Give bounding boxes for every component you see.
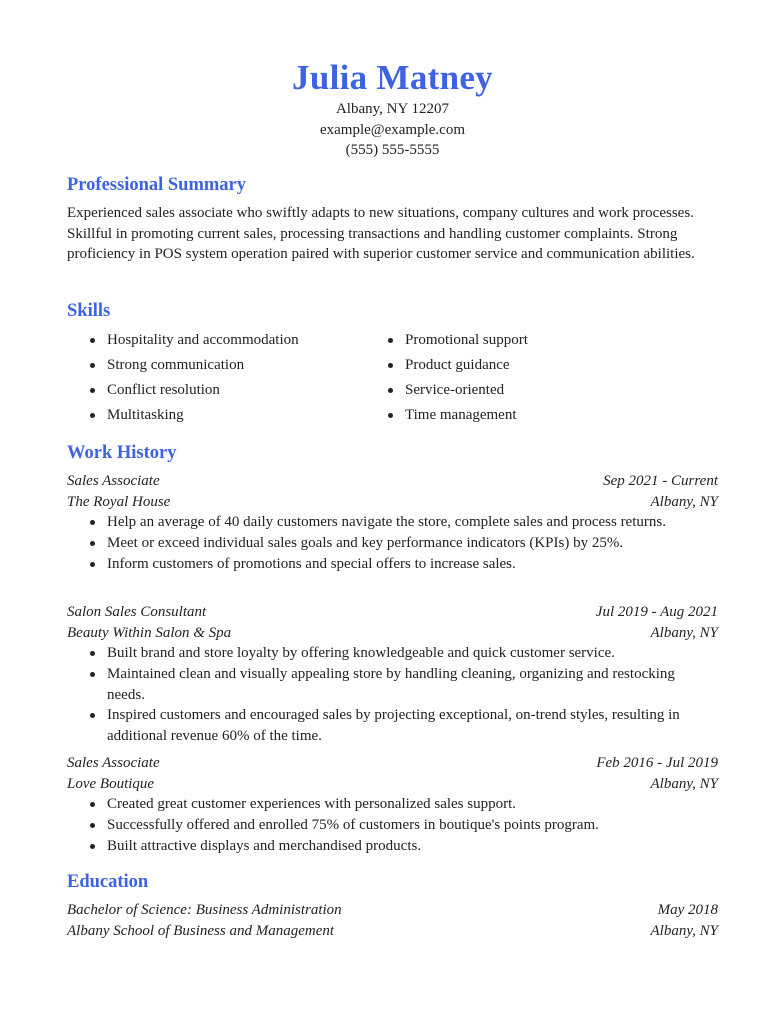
job-entry [67,471,718,574]
job-company-row [67,623,718,644]
contact-address: Albany, NY 12207 [335,101,450,117]
education-location: Albany, NY [650,922,718,939]
candidate-name: Julia Matney [292,58,493,97]
job-entry [67,753,718,856]
skill-label: Time management [405,407,517,423]
bullet-text: Help an average of 40 daily customers navigate the store, complete sales and process returns. [107,514,666,531]
job-bullet [67,815,718,836]
skill-item [67,378,367,403]
skill-label: Product guidance [405,357,510,373]
skill-label: Multitasking [107,407,184,423]
job-company-row [67,774,718,795]
skills-column-left [67,328,367,428]
job-company-row [67,492,718,513]
bullet-text: Built attractive displays and merchandised products. [107,837,422,854]
job-dates: Jul 2019 - Aug 2021 [595,604,718,620]
job-location: Albany, NY [650,493,718,510]
education-entry [67,900,718,941]
skills-column-right [365,328,665,428]
job-title: Salon Sales Consultant [67,604,207,620]
job-company: The Royal House [67,493,171,510]
skill-item [67,403,367,428]
bullet-icon [90,672,95,677]
skill-label: Promotional support [405,332,528,348]
bullet-icon [90,338,95,343]
bullet-icon [90,802,95,807]
bullet-icon [90,844,95,849]
job-title: Sales Associate [67,755,160,771]
education-degree-row [67,900,718,921]
skill-label: Conflict resolution [107,382,220,398]
job-bullet [67,664,718,705]
bullet-text: Created great customer experiences with personalized sales support. [107,796,517,813]
bullet-icon [388,413,393,418]
education-school-row [67,921,718,942]
skill-label: Strong communication [107,357,245,373]
job-bullet [67,554,718,575]
bullet-icon [388,363,393,368]
bullet-text: Successfully offered and enrolled 75% of customers in boutique's points program. [107,817,599,834]
skill-label: Hospitality and accommodation [107,332,299,348]
bullet-icon [90,713,95,718]
bullet-icon [388,388,393,393]
job-bullets [67,643,718,747]
skill-item [365,353,665,378]
job-bullets [67,512,718,574]
bullet-icon [90,823,95,828]
section-title-education: Education [67,872,149,892]
job-bullet [67,643,718,664]
contact-email: example@example.com [319,121,465,138]
job-entry [67,602,718,747]
section-title-skills: Skills [67,301,111,321]
bullet-text: Built brand and store loyalty by offering knowledgeable and quick customer service. [107,645,615,662]
job-title-row [67,602,718,623]
section-title-summary: Professional Summary [67,175,247,195]
bullet-icon [90,541,95,546]
job-bullet [67,512,718,533]
bullet-icon [90,413,95,418]
skill-item [67,328,367,353]
job-bullet [67,794,718,815]
job-title-row [67,471,718,492]
job-location: Albany, NY [650,775,718,792]
summary-text: Experienced sales associate who swiftly adapts to new situations, company cultures and work processes. Skillful in promoting current sales, processing transactions and handling customer complaints. Strong proficiency in POS system operation paired with superior customer service and communication abilities. [67,205,695,263]
bullet-icon [90,363,95,368]
job-title-row [67,753,718,774]
job-company: Beauty Within Salon & Spa [67,624,232,641]
job-bullet [67,533,718,554]
bullet-icon [90,388,95,393]
education-date: May 2018 [657,902,718,918]
bullet-text: Meet or exceed individual sales goals and key performance indicators (KPIs) by 25%. [107,535,624,552]
job-bullets [67,794,718,856]
contact-block [67,99,718,161]
bullet-text: Maintained clean and visually appealing store by handling cleaning, organizing and restocking needs. [107,666,675,703]
skill-label: Service-oriented [405,382,505,398]
bullet-icon [90,520,95,525]
bullet-icon [388,338,393,343]
job-company: Love Boutique [67,775,155,792]
job-dates: Sep 2021 - Current [603,473,718,489]
education-degree: Bachelor of Science: Business Administration [67,902,342,918]
skill-item [365,378,665,403]
skill-item [365,328,665,353]
job-bullet [67,836,718,857]
bullet-text: Inspired customers and encouraged sales by projecting exceptional, on-trend styles, resulting in additional revenue 60% of the time. [107,707,680,745]
job-dates: Feb 2016 - Jul 2019 [596,755,718,771]
bullet-icon [90,562,95,567]
contact-phone: (555) 555-5555 [345,142,440,158]
job-title: Sales Associate [67,473,160,489]
skill-item [67,353,367,378]
skill-item [365,403,665,428]
bullet-text: Inform customers of promotions and special offers to increase sales. [107,555,516,572]
section-title-work-history: Work History [67,443,177,463]
bullet-icon [90,651,95,656]
job-bullet [67,705,718,746]
job-location: Albany, NY [650,624,718,641]
education-school: Albany School of Business and Management [67,922,335,939]
